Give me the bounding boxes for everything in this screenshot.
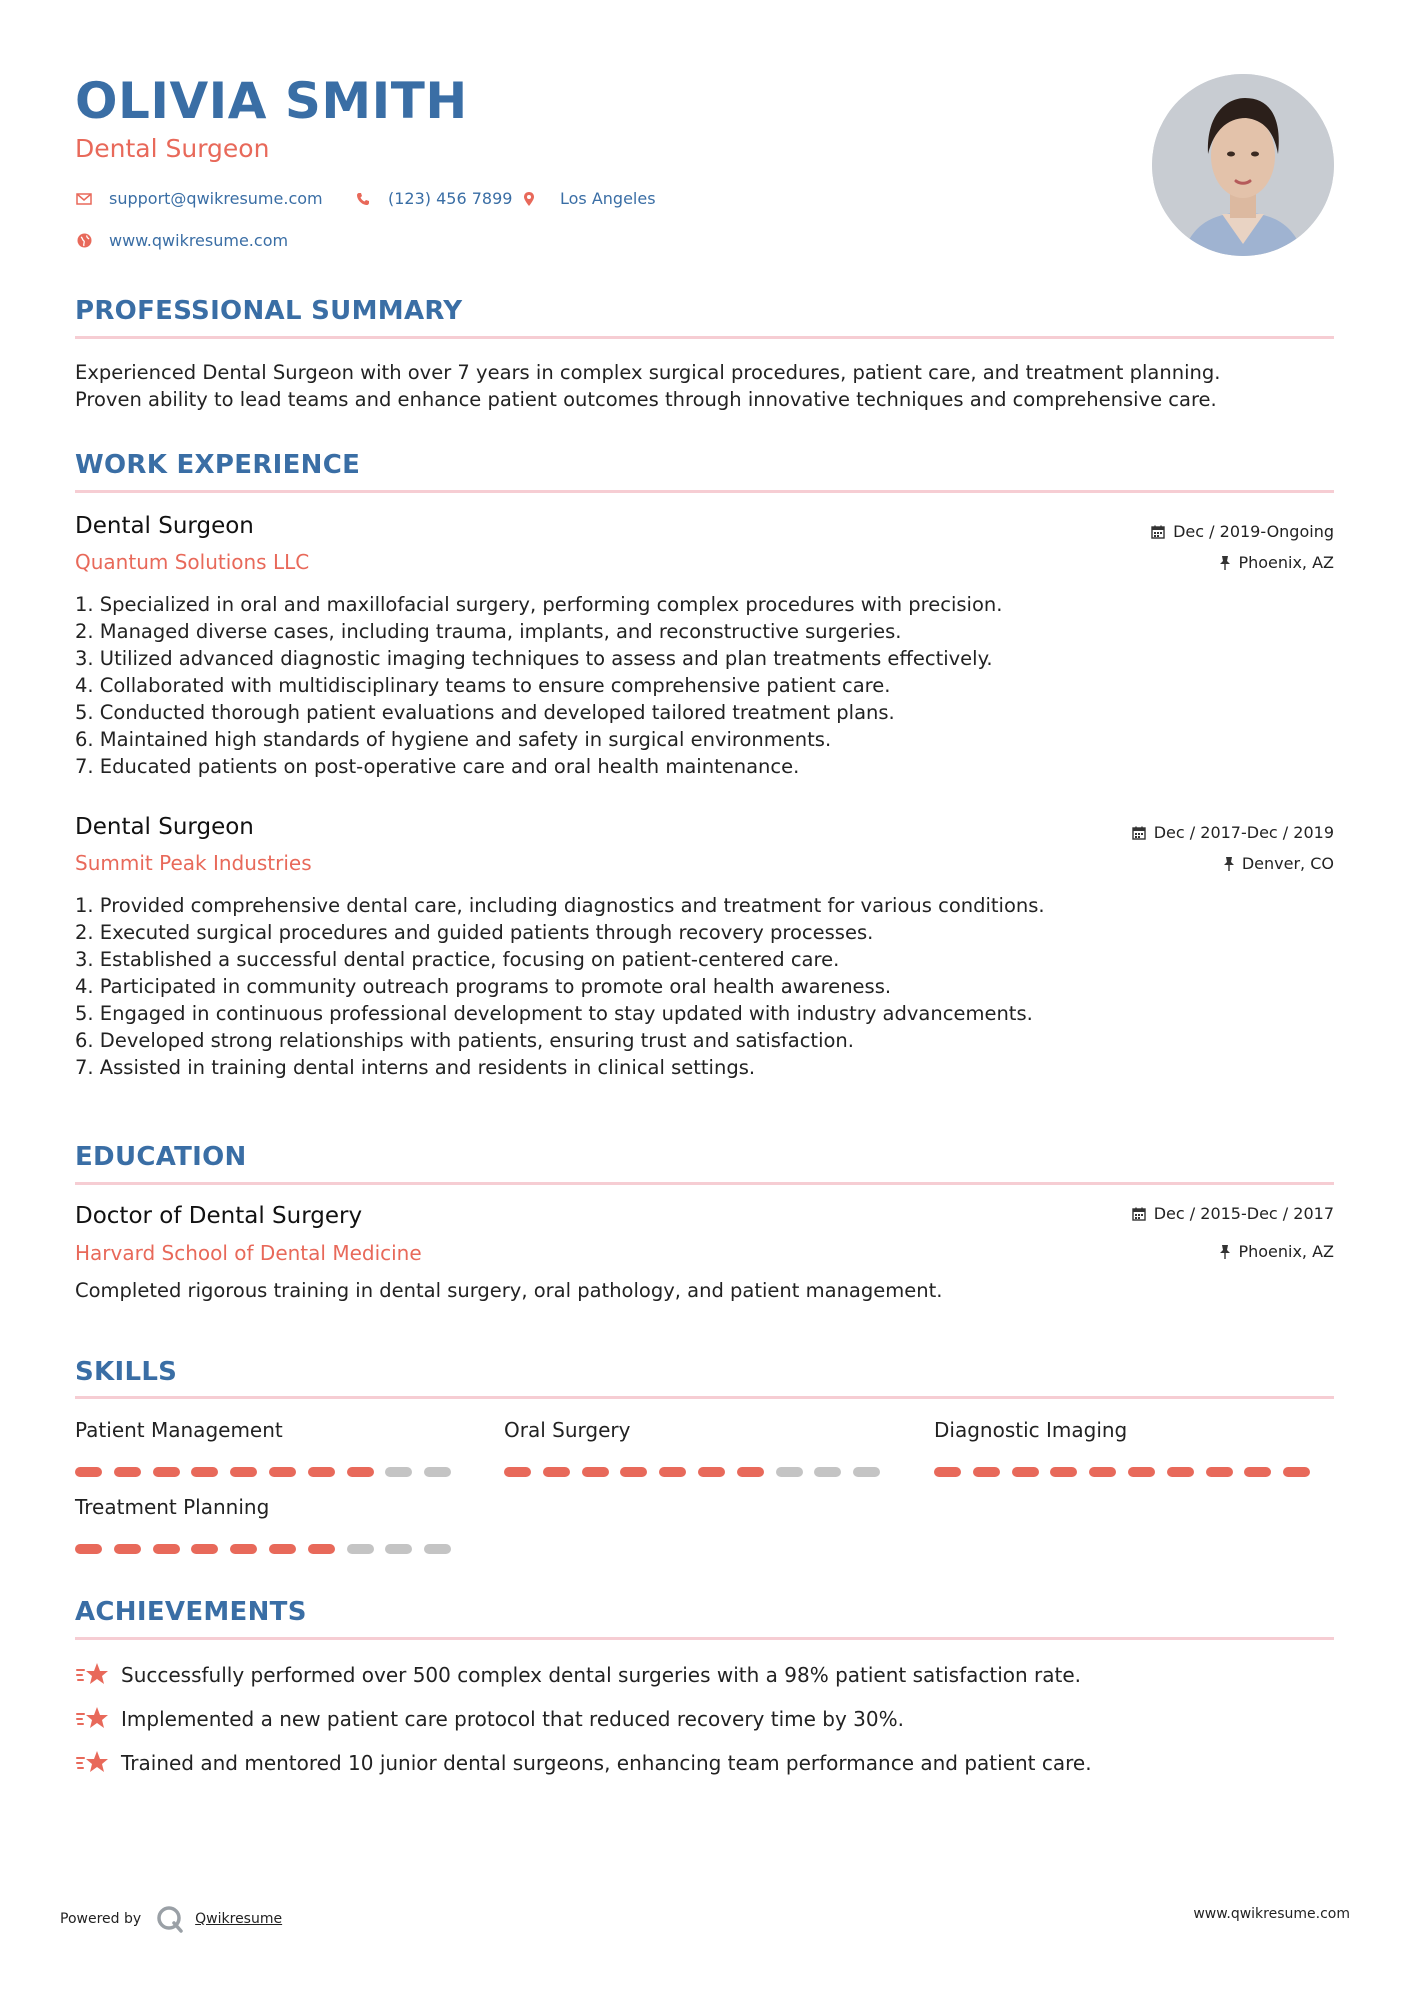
skills-heading: SKILLS [75,1357,178,1387]
skill-dash-filled [153,1544,180,1554]
skill-dash-empty [776,1467,803,1477]
skill-level-bar [75,1544,455,1554]
skill-dash-filled [75,1467,102,1477]
achievement-item [75,1704,904,1734]
school-name: Harvard School of Dental Medicine [75,1241,422,1265]
degree-title: Doctor of Dental Surgery [75,1203,363,1229]
skill-dash-filled [308,1467,335,1477]
pushpin-icon [1220,556,1230,570]
pushpin-icon [1220,1245,1230,1259]
achievement-item [75,1748,1092,1778]
skill-dash-empty [424,1544,451,1554]
skill-dash-empty [814,1467,841,1477]
skill-dash-empty [424,1467,451,1477]
list-item: 5. Engaged in continuous professional development to stay updated with industry advancements. [75,1002,1033,1025]
phone-text: (123) 456 7899 [388,189,513,208]
education-heading: EDUCATION [75,1142,247,1172]
star-badge-icon [75,1748,111,1778]
achievements-heading: ACHIEVEMENTS [75,1597,307,1627]
education-location-text: Phoenix, AZ [1238,1242,1334,1261]
list-item: 7. Assisted in training dental interns and residents in clinical settings. [75,1056,756,1079]
skill-dash-filled [1206,1467,1233,1477]
achievement-text: Trained and mentored 10 junior dental surgeons, enhancing team performance and patient care. [121,1751,1092,1775]
skill-dash-empty [347,1544,374,1554]
skill-dash-filled [1050,1467,1077,1477]
list-item: 3. Utilized advanced diagnostic imaging techniques to assess and plan treatments effectively. [75,647,993,670]
skill-dash-filled [737,1467,764,1477]
pushpin-icon [1224,857,1234,871]
footer-powered-by [60,1904,282,1934]
job-duties-list [75,591,1275,780]
skill-dash-filled [973,1467,1000,1477]
skill-dash-filled [698,1467,725,1477]
skill-level-bar [934,1467,1314,1477]
contact-email[interactable] [75,189,323,208]
phone-icon [354,190,372,208]
job-title: Dental Surgeon [75,814,254,840]
skill-dash-empty [385,1467,412,1477]
skill-level-bar [75,1467,455,1477]
skill-dash-filled [504,1467,531,1477]
skill-dash-filled [308,1544,335,1554]
skill-dash-empty [853,1467,880,1477]
skill-dash-filled [1167,1467,1194,1477]
skill-dash-filled [1012,1467,1039,1477]
summary-text [75,359,1345,413]
list-item: 5. Conducted thorough patient evaluations and developed tailored treatment plans. [75,701,895,724]
skill-dash-filled [1089,1467,1116,1477]
list-item: 3. Established a successful dental practice, focusing on patient-centered care. [75,948,840,971]
globe-icon [75,232,93,250]
email-text: support@qwikresume.com [109,189,323,208]
skill-dash-filled [269,1544,296,1554]
calendar-icon [1151,525,1165,539]
skill-dash-filled [114,1467,141,1477]
skill-name: Patient Management [75,1418,283,1442]
map-pin-icon [520,190,538,208]
skill-name: Diagnostic Imaging [934,1418,1128,1442]
skills-divider [75,1396,1334,1399]
skill-dash-filled [153,1467,180,1477]
list-item: 2. Executed surgical procedures and guided patients through recovery processes. [75,921,874,944]
education-dates [1132,1204,1334,1223]
job-dates-text: Dec / 2019-Ongoing [1173,522,1334,541]
skill-dash-filled [75,1544,102,1554]
contact-phone[interactable] [354,189,512,208]
skill-dash-filled [191,1544,218,1554]
summary-line: Experienced Dental Surgeon with over 7 years in complex surgical procedures, patient care, and treatment planning. [75,361,1221,384]
star-badge-icon [75,1660,111,1690]
skill-name: Oral Surgery [504,1418,631,1442]
list-item: 7. Educated patients on post-operative care and oral health maintenance. [75,755,800,778]
skill-dash-filled [1244,1467,1271,1477]
job-title: Dental Surgeon [75,513,254,539]
calendar-icon [1132,826,1146,840]
skill-dash-filled [659,1467,686,1477]
summary-line: Proven ability to lead teams and enhance patient outcomes through innovative techniques and comprehensive care. [75,388,1217,411]
calendar-icon [1132,1207,1146,1221]
list-item: 1. Provided comprehensive dental care, including diagnostics and treatment for various conditions. [75,894,1045,917]
education-location [1220,1242,1334,1261]
footer-website[interactable]: www.qwikresume.com [1193,1906,1350,1922]
job-duties-list [75,892,1275,1081]
experience-heading: WORK EXPERIENCE [75,450,361,480]
skill-dash-empty [385,1544,412,1554]
skill-dash-filled [230,1467,257,1477]
education-divider [75,1182,1334,1185]
job-location [1224,854,1334,873]
list-item: 6. Maintained high standards of hygiene and safety in surgical environments. [75,728,832,751]
summary-heading: PROFESSIONAL SUMMARY [75,296,463,326]
job-dates [1151,522,1334,541]
list-item: 6. Developed strong relationships with patients, ensuring trust and satisfaction. [75,1029,854,1052]
achievement-text: Implemented a new patient care protocol that reduced recovery time by 30%. [121,1707,904,1731]
summary-divider [75,336,1334,339]
skill-dash-filled [1128,1467,1155,1477]
job-location [1220,553,1334,572]
education-dates-text: Dec / 2015-Dec / 2017 [1153,1204,1334,1223]
job-dates-text: Dec / 2017-Dec / 2019 [1153,823,1334,842]
contact-website[interactable] [75,231,288,250]
list-item: 2. Managed diverse cases, including trauma, implants, and reconstructive surgeries. [75,620,902,643]
skill-dash-filled [230,1544,257,1554]
powered-by-text: Powered by [60,1911,142,1927]
skill-dash-filled [347,1467,374,1477]
experience-divider [75,490,1334,493]
candidate-title: Dental Surgeon [75,134,270,163]
profile-photo [1152,74,1334,256]
job-location-text: Denver, CO [1241,854,1334,873]
skill-dash-filled [620,1467,647,1477]
job-dates [1132,823,1334,842]
skill-dash-filled [269,1467,296,1477]
list-item: 4. Collaborated with multidisciplinary teams to ensure comprehensive patient care. [75,674,891,697]
skill-dash-filled [543,1467,570,1477]
job-location-text: Phoenix, AZ [1238,553,1334,572]
education-description: Completed rigorous training in dental surgery, oral pathology, and patient management. [75,1279,943,1302]
achievement-text: Successfully performed over 500 complex dental surgeries with a 98% patient satisfaction rate. [121,1663,1082,1687]
location-text: Los Angeles [560,189,656,208]
star-badge-icon [75,1704,111,1734]
list-item: 4. Participated in community outreach programs to promote oral health awareness. [75,975,892,998]
candidate-name: OLIVIA SMITH [75,72,468,130]
envelope-icon [75,190,93,208]
skill-dash-filled [934,1467,961,1477]
skill-level-bar [504,1467,884,1477]
job-company: Summit Peak Industries [75,851,312,875]
skill-name: Treatment Planning [75,1495,270,1519]
qwikresume-logo-icon [155,1904,185,1934]
skill-dash-filled [191,1467,218,1477]
achievement-item [75,1660,1081,1690]
website-text: www.qwikresume.com [109,231,289,250]
achievements-divider [75,1637,1334,1640]
skill-dash-filled [114,1544,141,1554]
contact-location [520,189,656,208]
list-item: 1. Specialized in oral and maxillofacial surgery, performing complex procedures with precision. [75,593,1003,616]
skill-dash-filled [1283,1467,1310,1477]
skill-dash-filled [582,1467,609,1477]
job-company: Quantum Solutions LLC [75,550,310,574]
brand-link[interactable]: Qwikresume [195,1911,283,1927]
